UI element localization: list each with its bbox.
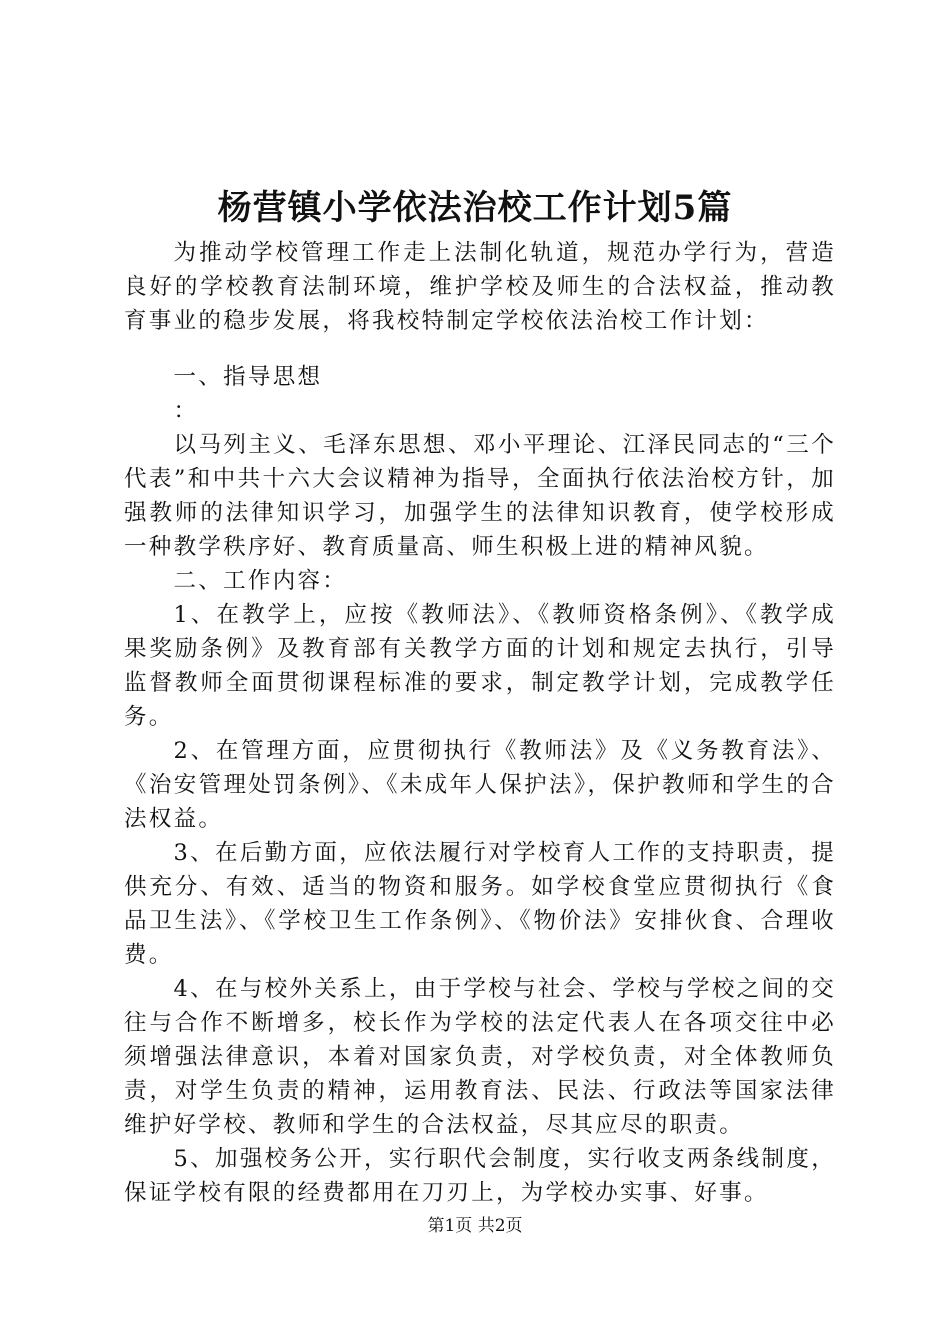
section-heading-work-content: 二、工作内容： <box>173 568 348 594</box>
document-title: 杨营镇小学依法治校工作计划5篇 <box>217 188 733 228</box>
work-item-external-relations: 4、在与校外关系上，由于学校与社会、学校与学校之间的交往与合作不断增多，校长作为学校的法定代表人在各项交往中必须增强法律意识，本着对国家负责，对学校负责，对全体教师负责，对学生负责的精神，运用教育法、民法、行政法等国家法律维护好学校、教师和学生的合法权益，尽其应尽的职责。 <box>124 976 836 1138</box>
work-item-logistics: 3、在后勤方面，应依法履行对学校育人工作的支持职责，提供充分、有效、适当的物资和服务。如学校食堂应贯彻执行《食品卫生法》、《学校卫生工作条例》、《物价法》安排伙食、合理收费。 <box>124 840 836 968</box>
work-item-transparency: 5、加强校务公开，实行职代会制度，实行收支两条线制度，保证学校有限的经费都用在刀刃上，为学校办实事、好事。 <box>124 1146 836 1206</box>
document-body <box>124 236 836 1210</box>
intro-paragraph: 为推动学校管理工作走上法制化轨道，规范办学行为，营造良好的学校教育法制环境，维护学校及师生的合法权益，推动教育事业的稳步发展，将我校特制定学校依法治校工作计划： <box>124 240 836 334</box>
section-heading-guiding-ideology: 一、指导思想 <box>173 364 323 390</box>
page-footer: 第1页 共2页 <box>427 1216 523 1236</box>
work-item-teaching: 1、在教学上，应按《教师法》、《教师资格条例》、《教学成果奖励条例》及教育部有关教学方面的计划和规定去执行，引导监督教师全面贯彻课程标准的要求，制定教学计划，完成教学任务。 <box>124 602 836 730</box>
work-item-management: 2、在管理方面，应贯彻执行《教师法》及《义务教育法》、《治安管理处罚条例》、《未成年人保护法》，保护教师和学生的合法权益。 <box>124 738 836 832</box>
stray-colon: ： <box>173 398 199 424</box>
guiding-ideology-paragraph: 以马列主义、毛泽东思想、邓小平理论、江泽民同志的“三个代表”和中共十六大会议精神为指导，全面执行依法治校方针，加强教师的法律知识学习，加强学生的法律知识教育，使学校形成一种教学秩序好、教育质量高、师生积极上进的精神风貌。 <box>124 432 836 560</box>
